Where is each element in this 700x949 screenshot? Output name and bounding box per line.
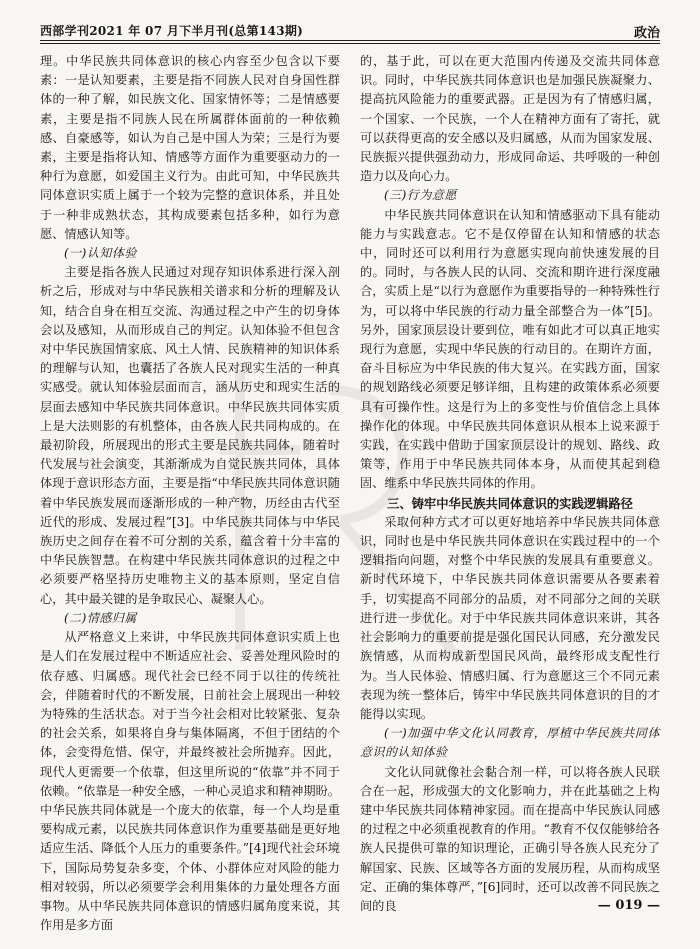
paragraph: 从严格意义上来讲，中华民族共同体意识实质上也是人们在发展过程中不断适应社会、妥善处理风险时的依存感、归属感。现代社会已经不同于以往的传统社会，伴随着时代的不断发展，日前社会上展现出一种较为特殊的生活状态。对于当今社会相对比较紧张、复杂的社会关系，如果将自身与集体隔离，不但于团结的个体，会变得危惜、保守，并最终被社会所抛弃。因此，现代人更需要一个依靠，但这里所说的“依靠”并不同于依赖。“依靠是一种安全感，一种心灵追求和精神期盼。中华民族共同体就是一个庞大的依靠，每一个人均是重要构成元素，以民族共同体意识作为重要基础是更好地适应生活、降低个人压力的重要条件。”[4]现代社会环境下，国际局势复杂多变，个体、小群体应对风险的能力相对较弱，所以必须要学会利用集体的力量处理各方面事物。从中华民族共同体意识的情感归属角度来说，其作用是多方面: [40, 630, 340, 933]
subsection-heading: (三)行为意愿: [384, 188, 457, 203]
section-heading: 三、铸牢中华民族共同体意识的实践逻辑路径: [387, 495, 633, 511]
page-header: [40, 0, 660, 48]
left-column: [40, 52, 340, 933]
subsection-heading: (一)认知体验: [64, 246, 137, 261]
page-number: — 019 —: [597, 898, 660, 913]
paragraph: 的，基于此，可以在更大范围内传递及交流共同体意识。同时，中华民族共同体意识也是加强民族凝聚力、提高抗风险能力的重要武器。正是因为有了情感归属，一个国家、一个民族，一个人在精神方面有了寄托，就可以获得更高的安全感以及归属感，从而为国家发展、民族振兴提供强劲动力，形成同命运、共呼吸的一种创造力以及向心力。: [360, 54, 660, 184]
paragraph: 理。中华民族共同体意识的核心内容至少包含以下要素：一是认知要素，主要是指不同族人民对自身国性群体的一种了解，如民族文化、国家情怀等；二是情感要素，主要是指不同族人民在所属群体面前的一种依赖感、自豪感等，如认为自己是中国人为荣；三是行为要素，主要是指将认知、情感等方面作为重要驱动力的一种行为意愿，如爱国主义行为。由此可知，中华民族共同体意识实质上属于一个较为完整的意识体系，并且处于一种非成熟状态，其构成要素包括多种，如行为意愿、情感认知等。: [40, 54, 340, 241]
header-rule: [40, 40, 660, 41]
paragraph: 采取何种方式才可以更好地培养中华民族共同体意识，同时也是中华民族共同体意识在实践过程中的一个逻辑指向问题，对整个中华民族的发展具有重要意义。新时代环境下，中华民族共同体意识需要从各要素着手，切实提高不同部分的品质，对不同部分之间的关联进行进一步优化。对于中华民族共同体意识来讲，其各社会影响力的重要前提是强化国民认同感，充分激发民族情感，从而构成新型国民风尚，最终形成支配性行为。当人民体验、情感归属、行为意愿这三个不同元素表现为统一整体后，铸牢中华民族共同体意识的目的才能得以实现。: [360, 514, 660, 721]
subsection-heading: (一)加强中华文化认同教育，厚植中华民族共同体意识的认知体验: [360, 726, 660, 760]
journal-masthead: 西部学刊2021 年 07 月下半月刊(总第143期): [40, 24, 304, 38]
header-rule-thin: [40, 43, 660, 44]
paragraph: 主要是指各族人民通过对现存知识体系进行深入剖析之后，形成对与中华民族相关谱求和分析的理解及认知，结合自身在相互交流、沟通过程之中产生的切身体会以及感知，从而形成自己的判定。认知体验不但包含对中华民族国情家底、风土人情、民族精神的知识体系的理解与认知，也囊括了各族人民对现实生活的一种真实感受。就认知体验层面而言，涵从历史和现实生活的层面去感知中华民族共同体意识。中华民族共同体实质上是大法则影的有机整体，由各族人民共同构成的。在最初阶段，所展现出的形式主要是民族共同体，随着时代发展与社会演变，其渐渐成为自觉民族共同体，具体体现于意识形态方面，主要是指“中华民族共同体意识随着中华民族发展而逐渐形成的一种产物，历经由古代至近代的形成、发展过程”[3]。中华民族共同体与中华民族历史之间存在着不可分割的关系，蕴含着十分丰富的中华民族智慧。在构建中华民族共同体意识的过程之中必须要严格坚持历史唯物主义的基本原则，坚定自信心，其中最关键的是争取民心、凝聚人心。: [40, 265, 340, 606]
paragraph: 文化认同就像社会黏合剂一样，可以将各族人民联合在一起，形成强大的文化影响力，并在此基础之上构建中华民族共同体精神家园。而在提高中华民族认同感的过程之中必须重视教育的作用。“教育不仅仅能够给各族人民提供可靠的知识理论，正确引导各族人民充分了解国家、民族、区域等各方面的发展历程，从而构成坚定、正确的集体尊严，”[6]同时，还可以改善不同民族之间的良: [360, 764, 660, 913]
paragraph: 中华民族共同体意识在认知和情感驱动下具有能动能力与实践意志。它不是仅停留在认知和情感的状态中，同时还可以利用行为意愿实现向前快速发展的目的。同时，与各族人民的认同、交流和期许进行深度融合，实质上是“以行为意愿作为重要指导的一种特殊性行为，可以将中华民族的行动力量全部整合为一体”[5]。另外，国家顶层设计要到位，唯有如此才可以真正地实现行为意愿，实现中华民族的行动目的。在期许方面，奋斗目标应为中华民族的伟大复兴。在实践方面，国家的规划路线必须要足够详细，且构建的政策体系必须要具有可操作性。这是行为上的多变性与价值信念上具体操作化的体现。中华民族共同体意识从根本上说来源于实践，在实践中借助于国家顶层设计的规划、路线、政策等，作用于中华民族共同体本身，从而使其起到稳固、维系中华民族共同体的作用。: [360, 207, 660, 491]
right-column: [360, 52, 660, 912]
section-label: 政治: [633, 26, 660, 41]
subsection-heading: (二)情感归属: [64, 610, 137, 625]
